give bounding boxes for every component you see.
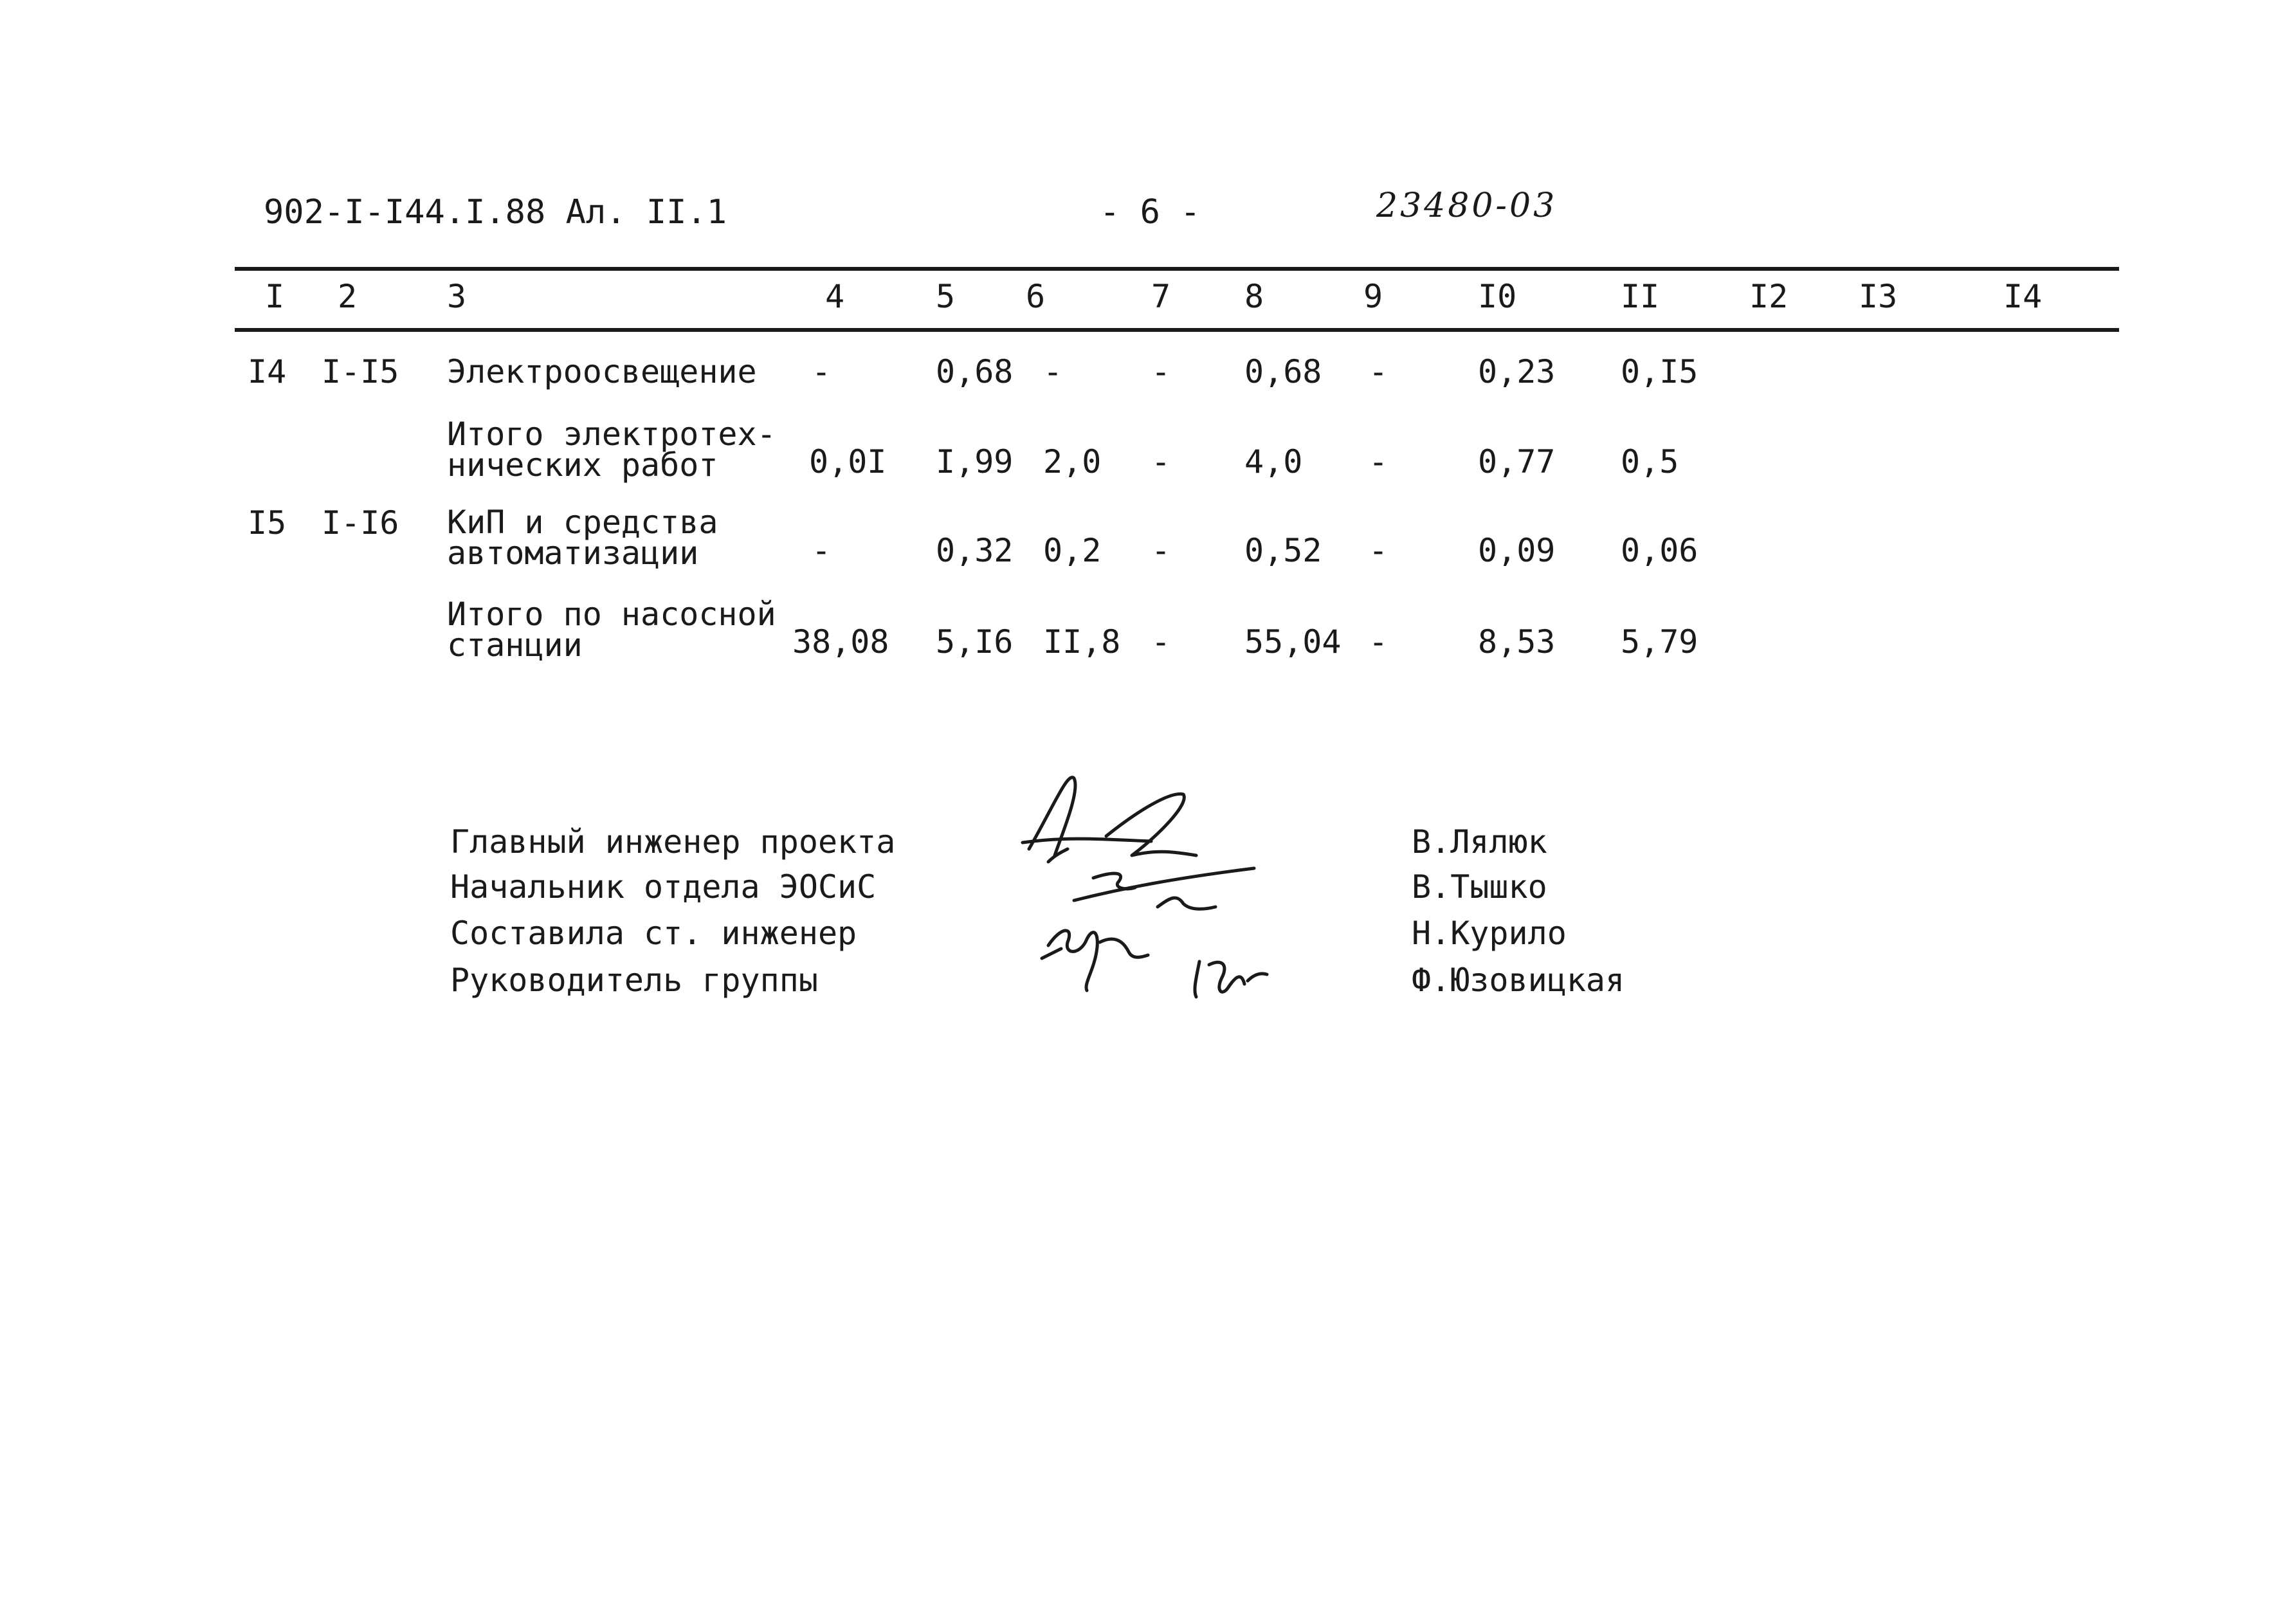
cell-value: 0,32 — [936, 532, 1014, 569]
signature-stroke — [1248, 974, 1267, 981]
cell-item-number: I5 — [248, 504, 287, 542]
cell-value: 5,79 — [1621, 623, 1698, 661]
cell-value: - — [1151, 443, 1171, 480]
cell-value: 0,68 — [1244, 353, 1322, 390]
cell-value: 5,I6 — [936, 623, 1014, 661]
signature-stroke — [1029, 778, 1075, 855]
cell-value: I,99 — [936, 443, 1014, 480]
signature-stroke — [1106, 794, 1196, 855]
cell-value: 0,5 — [1621, 443, 1679, 480]
signature-stroke — [1100, 939, 1148, 957]
cell-code: I-I5 — [322, 353, 399, 390]
cell-description-line-2: автоматизации — [447, 534, 699, 572]
cell-description-line-1: Итого электротех- — [447, 415, 776, 453]
signatory-title: Руководитель группы — [450, 962, 818, 999]
column-header: 5 — [936, 278, 956, 315]
cell-description-line-1: Итого по насосной — [447, 596, 776, 633]
cell-value: 0,06 — [1621, 532, 1698, 569]
handwritten-signatures — [1010, 765, 1318, 1036]
cell-value: 38,08 — [792, 623, 889, 661]
cell-value: - — [1369, 532, 1388, 569]
signature-stroke — [1023, 839, 1151, 843]
cell-value: - — [1369, 623, 1388, 661]
signatory-name: В.Лялюк — [1412, 823, 1547, 861]
column-header: 3 — [447, 278, 467, 315]
signatory-name: Н.Курило — [1412, 915, 1567, 952]
signature-stroke — [1048, 931, 1097, 990]
column-header: 2 — [338, 278, 358, 315]
cell-value: 4,0 — [1244, 443, 1303, 480]
cell-value: 0,77 — [1478, 443, 1556, 480]
column-header: 9 — [1363, 278, 1383, 315]
column-header: II — [1621, 278, 1660, 315]
column-header: I4 — [2003, 278, 2043, 315]
column-header: I — [265, 278, 285, 315]
column-header: 6 — [1026, 278, 1046, 315]
cell-value: 0,09 — [1478, 532, 1556, 569]
column-header: I3 — [1859, 278, 1898, 315]
cell-code: I-I6 — [322, 504, 399, 542]
page-number: - 6 - — [1100, 193, 1201, 232]
cell-value: 0,52 — [1244, 532, 1322, 569]
cell-item-number: I4 — [248, 353, 287, 390]
signature-stroke — [1158, 898, 1215, 909]
cell-description-line-2: нических работ — [447, 446, 718, 484]
signature-stroke — [1195, 962, 1199, 997]
cell-value: II,8 — [1043, 623, 1121, 661]
signatory-title: Начальник отдела ЭОСиС — [450, 868, 877, 906]
cell-value: - — [1043, 353, 1063, 390]
cell-value: - — [1151, 353, 1171, 390]
cell-value: 0,0I — [809, 443, 887, 480]
cell-value: 0,I5 — [1621, 353, 1698, 390]
cell-description-line-2: станции — [447, 626, 583, 664]
column-header: 8 — [1244, 278, 1264, 315]
column-header: I0 — [1478, 278, 1517, 315]
cell-value: 0,68 — [936, 353, 1014, 390]
cell-value: 8,53 — [1478, 623, 1556, 661]
signatory-title: Составила ст. инженер — [450, 915, 857, 952]
signatory-name: Ф.Юзовицкая — [1412, 962, 1625, 999]
handwritten-document-number: 23480-03 — [1376, 187, 1558, 225]
cell-value: 2,0 — [1043, 443, 1102, 480]
signature-stroke — [1042, 949, 1061, 958]
signatory-title: Главный инженер проекта — [450, 823, 896, 861]
cell-value: 55,04 — [1244, 623, 1342, 661]
signature-stroke — [1074, 868, 1254, 900]
cell-value: - — [1369, 443, 1388, 480]
cell-value: - — [1151, 532, 1171, 569]
column-header: I2 — [1749, 278, 1789, 315]
cell-value: 0,23 — [1478, 353, 1556, 390]
column-header: 4 — [825, 278, 845, 315]
cell-description: Электроосвещение — [447, 353, 757, 390]
cell-value: - — [1151, 623, 1171, 661]
cell-value: - — [1369, 353, 1388, 390]
cell-value: - — [812, 532, 832, 569]
table-header-rule — [235, 328, 2119, 332]
cell-description-line-1: КиП и средства — [447, 504, 718, 541]
signature-stroke — [1209, 962, 1244, 992]
cell-value: - — [812, 353, 832, 390]
document-code: 902-I-I44.I.88 Ал. II.1 — [264, 193, 727, 232]
column-header: 7 — [1151, 278, 1171, 315]
cell-value: 0,2 — [1043, 532, 1102, 569]
table-top-rule — [235, 267, 2119, 271]
signatory-name: В.Тышко — [1412, 868, 1547, 906]
